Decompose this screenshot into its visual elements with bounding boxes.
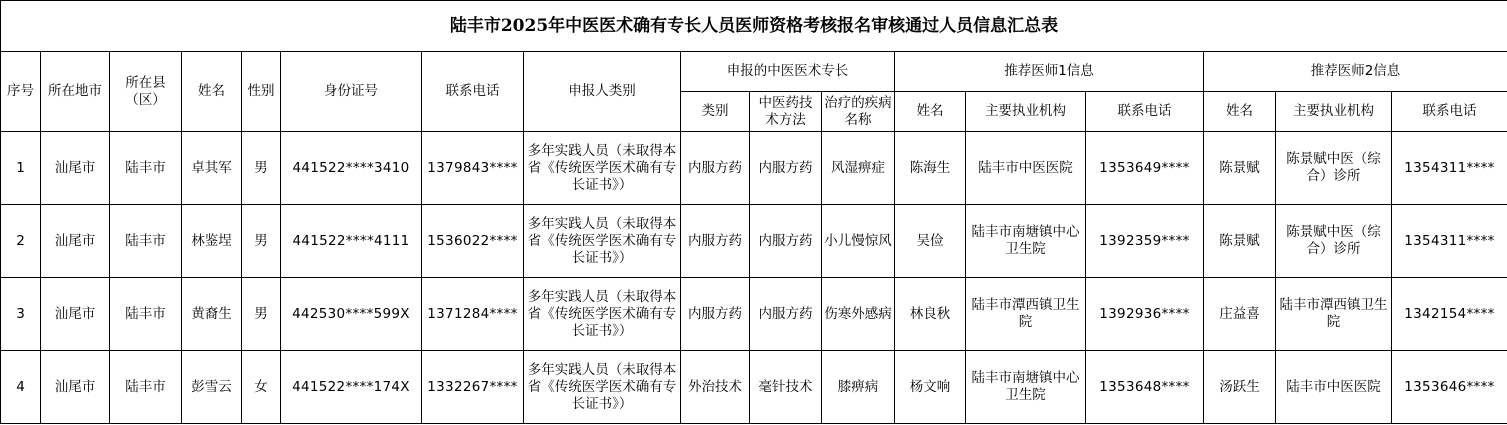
cell-doctor2-phone: 1342154**** (1392, 278, 1507, 351)
cell-applicant-type: 多年实践人员（未取得本省《传统医学医术确有专长证书》） (524, 205, 681, 278)
cell-doctor2-org: 陆丰市中医医院 (1276, 351, 1392, 424)
table-row (1, 351, 1507, 424)
cell-county: 陆丰市 (110, 132, 182, 205)
cell-county: 陆丰市 (110, 278, 182, 351)
cell-phone: 1332267**** (422, 351, 524, 424)
header-gender: 性别 (242, 52, 281, 132)
header-specialty-category: 类别 (681, 92, 750, 132)
header-doctor2-group: 推荐医师2信息 (1204, 52, 1507, 92)
title-row (1, 1, 1507, 52)
cell-seq: 3 (1, 278, 41, 351)
cell-id-number: 441522****4111 (281, 205, 422, 278)
cell-doctor2-name: 陈景赋 (1204, 205, 1276, 278)
header-phone: 联系电话 (422, 52, 524, 132)
cell-specialty-category: 内服方药 (681, 132, 750, 205)
cell-county: 陆丰市 (110, 351, 182, 424)
cell-specialty-disease: 伤寒外感病 (822, 278, 895, 351)
cell-doctor1-phone: 1353649**** (1086, 132, 1204, 205)
cell-specialty-method: 毫针技术 (750, 351, 822, 424)
header-name: 姓名 (182, 52, 242, 132)
cell-id-number: 441522****174X (281, 351, 422, 424)
cell-city: 汕尾市 (41, 205, 110, 278)
cell-specialty-category: 外治技术 (681, 351, 750, 424)
cell-specialty-method: 内服方药 (750, 132, 822, 205)
header-row-1 (1, 52, 1507, 92)
header-doctor1-phone: 联系电话 (1086, 92, 1204, 132)
cell-phone: 1536022**** (422, 205, 524, 278)
cell-phone: 1379843**** (422, 132, 524, 205)
cell-doctor1-name: 林良秋 (895, 278, 966, 351)
header-id-number: 身份证号 (281, 52, 422, 132)
cell-doctor2-phone: 1354311**** (1392, 132, 1507, 205)
cell-doctor2-org: 陈景赋中医（综合）诊所 (1276, 205, 1392, 278)
cell-doctor1-org: 陆丰市潭西镇卫生院 (966, 278, 1086, 351)
cell-seq: 1 (1, 132, 41, 205)
header-doctor1-org: 主要执业机构 (966, 92, 1086, 132)
header-doctor2-org: 主要执业机构 (1276, 92, 1392, 132)
cell-doctor2-name: 汤跃生 (1204, 351, 1276, 424)
header-seq: 序号 (1, 52, 41, 132)
header-specialty-disease: 治疗的疾病名称 (822, 92, 895, 132)
header-specialty-group: 申报的中医医术专长 (681, 52, 895, 92)
cell-id-number: 441522****3410 (281, 132, 422, 205)
header-doctor1-group: 推荐医师1信息 (895, 52, 1204, 92)
cell-name: 林鉴埕 (182, 205, 242, 278)
cell-doctor1-phone: 1392359**** (1086, 205, 1204, 278)
cell-city: 汕尾市 (41, 278, 110, 351)
cell-specialty-category: 内服方药 (681, 205, 750, 278)
cell-doctor2-name: 庄益喜 (1204, 278, 1276, 351)
header-doctor1-name: 姓名 (895, 92, 966, 132)
cell-doctor1-org: 陆丰市南塘镇中心卫生院 (966, 351, 1086, 424)
cell-applicant-type: 多年实践人员（未取得本省《传统医学医术确有专长证书》） (524, 351, 681, 424)
cell-name: 黄裔生 (182, 278, 242, 351)
cell-specialty-disease: 风湿痹症 (822, 132, 895, 205)
table-row (1, 278, 1507, 351)
cell-applicant-type: 多年实践人员（未取得本省《传统医学医术确有专长证书》） (524, 278, 681, 351)
header-doctor2-phone: 联系电话 (1392, 92, 1507, 132)
header-county: 所在县（区） (110, 52, 182, 132)
cell-doctor1-name: 杨文响 (895, 351, 966, 424)
header-doctor2-name: 姓名 (1204, 92, 1276, 132)
cell-doctor1-org: 陆丰市南塘镇中心卫生院 (966, 205, 1086, 278)
cell-doctor1-name: 吴俭 (895, 205, 966, 278)
cell-gender: 男 (242, 205, 281, 278)
cell-id-number: 442530****599X (281, 278, 422, 351)
cell-specialty-category: 内服方药 (681, 278, 750, 351)
header-city: 所在地市 (41, 52, 110, 132)
cell-doctor2-org: 陆丰市潭西镇卫生院 (1276, 278, 1392, 351)
cell-specialty-disease: 小儿慢惊风 (822, 205, 895, 278)
cell-doctor2-org: 陈景赋中医（综合）诊所 (1276, 132, 1392, 205)
cell-specialty-disease: 膝痹病 (822, 351, 895, 424)
cell-gender: 男 (242, 132, 281, 205)
cell-applicant-type: 多年实践人员（未取得本省《传统医学医术确有专长证书》） (524, 132, 681, 205)
cell-doctor2-phone: 1354311**** (1392, 205, 1507, 278)
table-row (1, 132, 1507, 205)
cell-doctor2-name: 陈景赋 (1204, 132, 1276, 205)
cell-seq: 2 (1, 205, 41, 278)
cell-city: 汕尾市 (41, 351, 110, 424)
table-body (1, 1, 1507, 424)
cell-seq: 4 (1, 351, 41, 424)
cell-doctor2-phone: 1353646**** (1392, 351, 1507, 424)
cell-gender: 女 (242, 351, 281, 424)
table-row (1, 205, 1507, 278)
cell-phone: 1371284**** (422, 278, 524, 351)
cell-doctor1-org: 陆丰市中医医院 (966, 132, 1086, 205)
cell-name: 彭雪云 (182, 351, 242, 424)
cell-doctor1-phone: 1392936**** (1086, 278, 1204, 351)
cell-doctor1-phone: 1353648**** (1086, 351, 1204, 424)
cell-city: 汕尾市 (41, 132, 110, 205)
cell-name: 卓其军 (182, 132, 242, 205)
cell-gender: 男 (242, 278, 281, 351)
cell-specialty-method: 内服方药 (750, 278, 822, 351)
cell-specialty-method: 内服方药 (750, 205, 822, 278)
page-title: 陆丰市2025年中医医术确有专长人员医师资格考核报名审核通过人员信息汇总表 (1, 1, 1507, 52)
cell-doctor1-name: 陈海生 (895, 132, 966, 205)
header-applicant-type: 申报人类别 (524, 52, 681, 132)
header-specialty-method: 中医药技术方法 (750, 92, 822, 132)
cell-county: 陆丰市 (110, 205, 182, 278)
